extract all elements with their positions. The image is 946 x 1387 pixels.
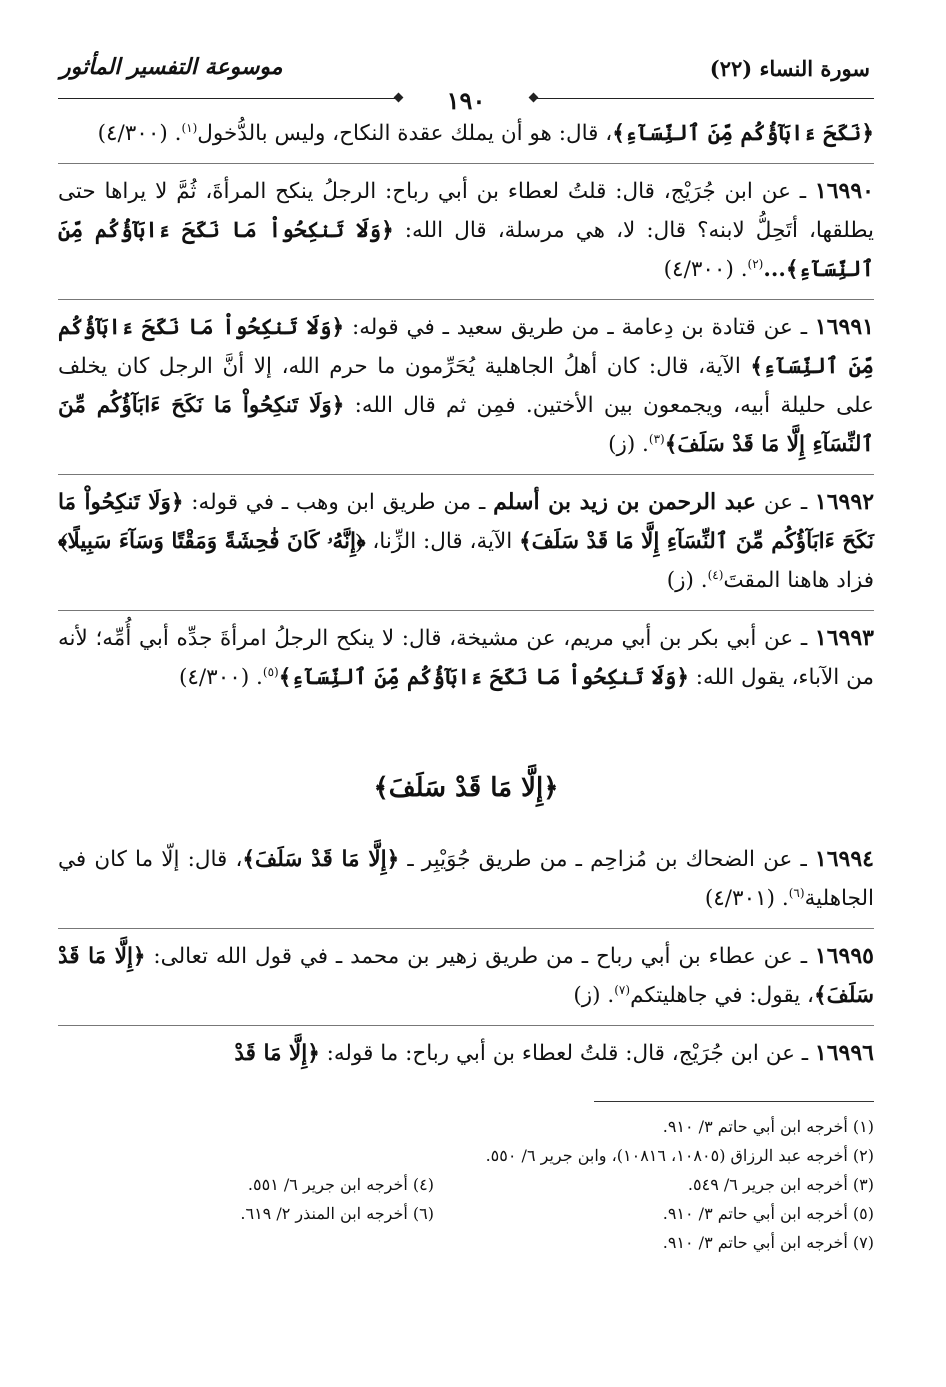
footnote-5: (٥) أخرجه ابن أبي حاتم ٣/ ٩١٠. [662, 1204, 874, 1223]
quran-verse: ﴿وَلَا تَنكِحُواْ مَا نَكَحَ ءَابَآؤُكُم مِّنَ ٱلنِّسَآءِ﴾ [278, 665, 689, 690]
quran-verse: ﴿إِلَّا مَا قَدْ سَلَفَ﴾ [58, 944, 874, 1008]
paragraph-text: ـ عن الضحاك بن مُزاحِم ـ من طريق جُوَيْبِر ـ [399, 847, 815, 872]
quran-verse: ﴿إِنَّهُۥ كَانَ فَٰحِشَةً وَمَقْتًا وَسَآءَ سَبِيلًا﴾ [58, 529, 366, 554]
paragraph-text: ـ عن أبي بكر بن أبي مريم، عن مشيخة، قال: لا ينكح الرجلُ امرأةَ جدِّه أبي أُمِّه؛ لأنه من الآباء، يقول الله: [58, 626, 874, 690]
footnote-separator [594, 1101, 874, 1102]
footnote-row [58, 1170, 874, 1199]
footnote-1: (١) أخرجه ابن أبي حاتم ٣/ ٩١٠. [662, 1117, 874, 1136]
footnote-7: (٧) أخرجه ابن أبي حاتم ٣/ ٩١٠. [662, 1233, 874, 1252]
volume-reference: . (ز) [573, 983, 615, 1008]
header-rule-left [58, 98, 398, 99]
entry-16992 [58, 475, 874, 610]
volume-reference: . (٤/٣٠٠) [178, 665, 263, 690]
page-number: ١٩٠ [437, 86, 496, 115]
quran-verse: ﴿إِلَّا مَا قَدْ سَلَفَ﴾ [242, 847, 400, 872]
quran-verse: ﴿إِلَّا مَا قَدْ [234, 1041, 320, 1066]
footnote-2: (٢) أخرجه عبد الرزاق (١٠٨٠٥، ١٠٨١٦)، وابن جرير ٦/ ٥٥٠. [485, 1146, 874, 1165]
paragraph-text: ـ عن [756, 490, 815, 515]
quran-verse: ﴿وَلَا تَنكِحُواْ مَا نَكَحَ ءَابَآؤُكُم مِّنَ ٱلنِّسَآءِ إِلَّا مَا قَدْ سَلَفَ﴾ [58, 393, 874, 457]
quran-verse: ﴿وَلَا تَنكِحُواْ مَا نَكَحَ ءَابَآؤُكُم مِّنَ ٱلنِّسَآءِ﴾ [58, 315, 874, 379]
footnote-marker: (٣) [648, 431, 665, 446]
paragraph-text: ـ عن ابن جُرَيْج، قال: قلتُ لعطاء بن أبي رباح: الرجلُ ينكح المرأةَ، ثُمَّ لا يراها حتى يطلقها، أتَحِلُّ لابنه؟ قال: لا، هي مرسلة، قال الله: [58, 179, 874, 243]
paragraph-text: ـ عن ابن جُرَيْج، قال: قلتُ لعطاء بن أبي رباح: ما قوله: [319, 1041, 815, 1066]
paragraph-text: ـ عن قتادة بن دِعامة ـ من طريق سعيد ـ في قوله: [344, 315, 815, 340]
narrator-name: عبد الرحمن بن زيد بن أسلم [493, 489, 757, 515]
entry-16996 [58, 1026, 874, 1083]
footnote-4: (٤) أخرجه ابن جرير ٦/ ٥٥١. [247, 1175, 434, 1194]
paragraph-text: ـ عن عطاء بن أبي رباح ـ من طريق زهير بن محمد ـ في قول الله تعالى: [145, 944, 815, 969]
entry-number: ١٦٩٩١ [814, 314, 874, 340]
volume-reference: . (٤/٣٠٠) [663, 257, 748, 282]
footnote-3: (٣) أخرجه ابن جرير ٦/ ٥٤٩. [687, 1175, 874, 1194]
book-page [58, 52, 874, 1352]
paragraph-text: الآية، قال: كان أهلُ الجاهلية يُحَرِّمون ما حرم الله، إلا أنَّ الرجل كان يخلف على حليلة أبيه، ويجمعون بين الأختين. فمِن ثم قال الله: [58, 354, 874, 418]
entry-16991 [58, 300, 874, 474]
entry-16990 [58, 164, 874, 299]
quran-verse: ﴿نَكَحَ ءَابَآؤُكُم مِّنَ ٱلنِّسَآءِ﴾ [612, 121, 874, 146]
footnote-marker: (٤) [707, 567, 724, 582]
page-header [58, 52, 874, 115]
volume-reference: . (ز) [608, 432, 649, 457]
footnote-marker: (٦) [788, 885, 805, 900]
paragraph-text: ، قال: هو أن يملك عقدة النكاح، وليس بالدُّخول [197, 121, 613, 146]
entry-number: ١٦٩٩٦ [814, 1040, 874, 1066]
encyclopedia-title: موسوعة التفسير المأثور [60, 54, 283, 80]
entry-16994 [58, 832, 874, 928]
volume-reference: . (٤/٣٠٠) [97, 121, 182, 146]
main-text [58, 100, 874, 1083]
sura-title: سورة النساء (٢٢) [709, 56, 870, 81]
section-heading: ﴿إِلَّا مَا قَدْ سَلَفَ﴾ [373, 773, 559, 803]
quran-verse: ﴿وَلَا تَنكِحُواْ مَا نَكَحَ ءَابَآؤُكُم مِّنَ ٱلنِّسَآءِ﴾... [58, 218, 874, 282]
entry-16995 [58, 929, 874, 1025]
paragraph-text: فزاد هاهنا المقتَ [723, 568, 874, 593]
volume-reference: . (ز) [666, 568, 708, 593]
footnote-marker: (٧) [614, 982, 631, 997]
header-rule-right [534, 98, 874, 99]
entry-number: ١٦٩٩٥ [814, 943, 874, 969]
entry-number: ١٦٩٩٠ [814, 178, 874, 204]
footnote-6: (٦) أخرجه ابن المنذر ٢/ ٦١٩. [240, 1204, 434, 1223]
footnotes [58, 1112, 874, 1257]
footnote-row [58, 1199, 874, 1228]
paragraph-text: ـ من طريق ابن وهب ـ في قوله: [183, 490, 494, 515]
entry-number: ١٦٩٩٣ [814, 625, 874, 651]
entry-number: ١٦٩٩٢ [814, 489, 875, 515]
quran-verse: ﴿وَلَا تَنكِحُواْ مَا نَكَحَ ءَابَآؤُكُم مِّنَ ٱلنِّسَآءِ إِلَّا مَا قَدْ سَلَفَ﴾ [58, 490, 874, 554]
paragraph-text: الآية، قال: الزِّنا، [365, 529, 520, 554]
volume-reference: . (٤/٣٠١) [704, 886, 789, 911]
paragraph-text: ، يقول: في جاهليتكم [630, 983, 814, 1008]
entry-16993 [58, 611, 874, 707]
footnote-marker: (٥) [262, 664, 279, 679]
entry-number: ١٦٩٩٤ [814, 846, 874, 872]
paragraph-text: ، قال: إلّا ما كان في الجاهلية [58, 847, 874, 911]
footnote-marker: (١) [181, 120, 198, 135]
footnote-marker: (٢) [747, 256, 764, 271]
